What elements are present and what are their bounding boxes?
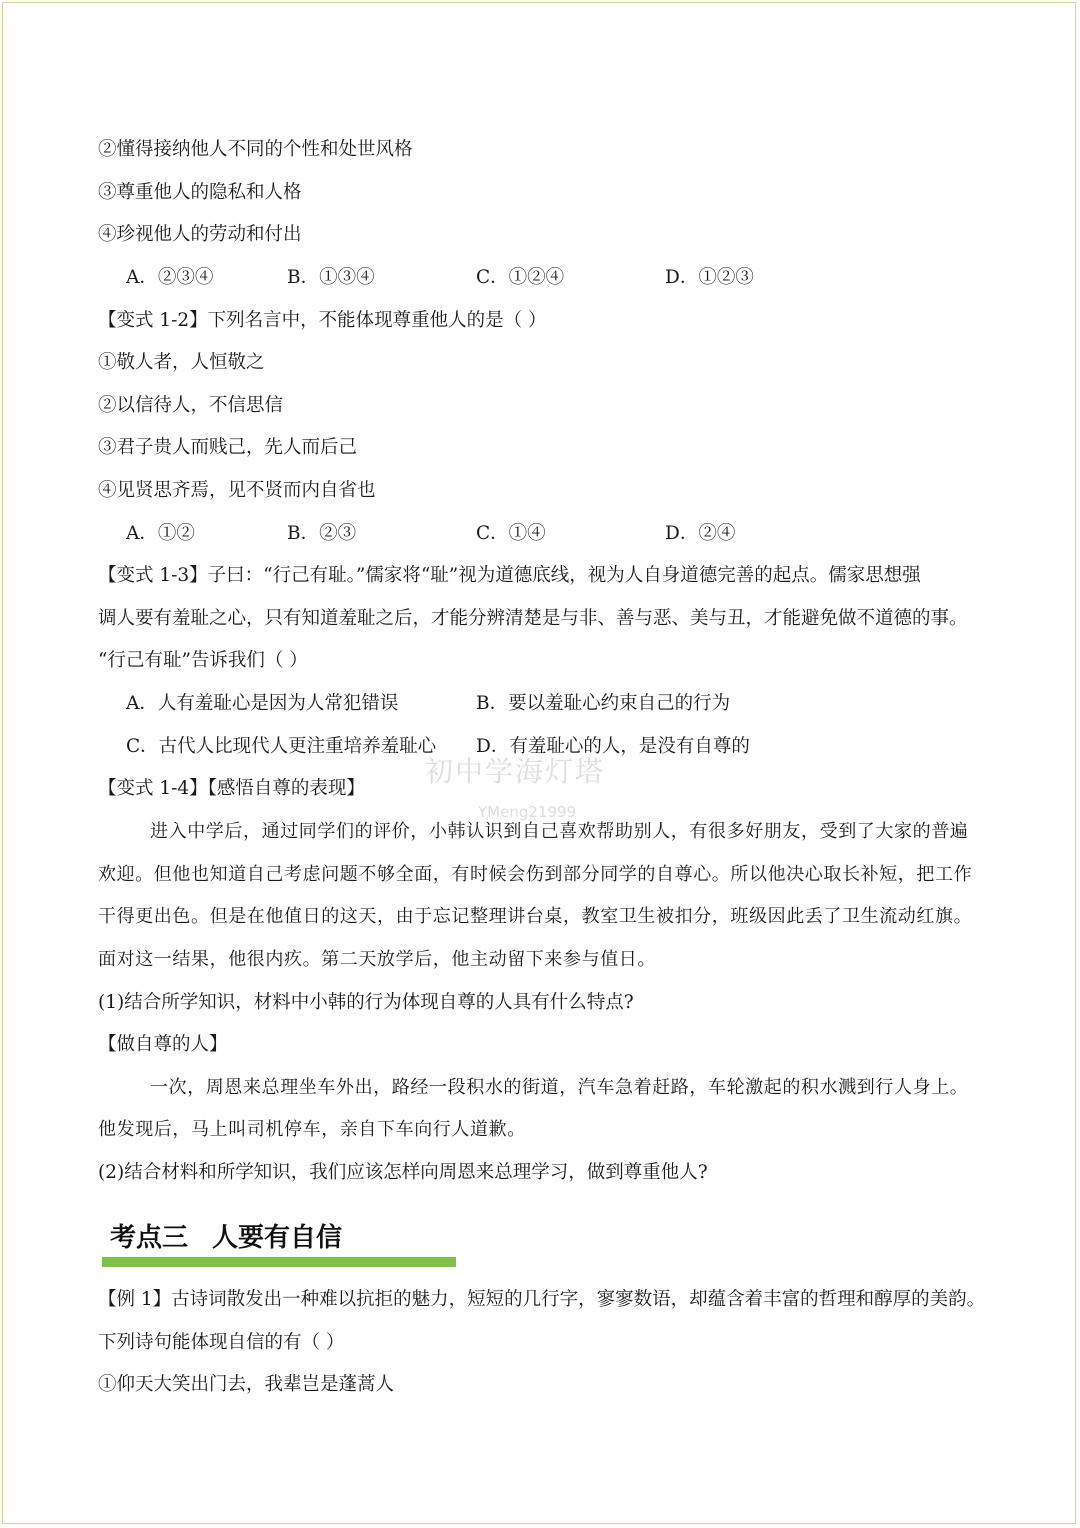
q2-item-1: ①敬人者，人恒敬之 bbox=[98, 352, 265, 373]
q2-option-a: A．①② bbox=[126, 523, 195, 544]
q3-stem-line-1: 【变式 1-3】子曰：“行己有耻。”儒家将“耻”视为道德底线，视为人自身道德完善的起点。儒家思想强 bbox=[98, 565, 921, 586]
ex1-stem-line-1: 【例 1】古诗词散发出一种难以抗拒的魅力，短短的几行字，寥寥数语，却蕴含着丰富的哲理和醇厚的美韵。 bbox=[98, 1289, 986, 1310]
q4-title: 【变式 1-4】【感悟自尊的表现】 bbox=[98, 778, 365, 799]
q3-option-d: D．有羞耻心的人，是没有自尊的 bbox=[476, 736, 750, 757]
section-title: 人要有自信 bbox=[212, 1223, 343, 1253]
section-underline bbox=[102, 1257, 456, 1267]
q1-option-c: C．①②④ bbox=[476, 267, 565, 288]
q3-option-a: A．人有羞耻心是因为人常犯错误 bbox=[126, 693, 399, 714]
q1-option-d: D．①②③ bbox=[665, 267, 754, 288]
section-heading bbox=[110, 1218, 342, 1258]
q1-item-2: ②懂得接纳他人不同的个性和处世风格 bbox=[98, 139, 413, 160]
q1-item-4: ④珍视他人的劳动和付出 bbox=[98, 224, 302, 245]
q3-option-b: B．要以羞耻心约束自己的行为 bbox=[476, 693, 731, 714]
q3-stem-line-2: 调人要有羞耻之心，只有知道羞耻之后，才能分辨清楚是与非、善与恶、美与丑，才能避免做不道德的事。 bbox=[98, 608, 968, 629]
q2-stem: 【变式 1-2】下列名言中，不能体现尊重他人的是（ ） bbox=[98, 310, 547, 331]
q2-item-3: ③君子贵人而贱己，先人而后己 bbox=[98, 437, 358, 458]
q3-option-c: C．古代人比现代人更注重培养羞耻心 bbox=[126, 736, 437, 757]
q2-item-4: ④见贤思齐焉，见不贤而内自省也 bbox=[98, 480, 376, 501]
q2-option-b: B．②③ bbox=[287, 523, 357, 544]
q4-passage-line-4: 面对这一结果，他很内疚。第二天放学后，他主动留下来参与值日。 bbox=[98, 949, 656, 970]
q4-passage-line-2: 欢迎。但他也知道自己考虑问题不够全面，有时候会伤到部分同学的自尊心。所以他决心取长补短，把工作 bbox=[98, 864, 973, 885]
q1-option-b: B．①③④ bbox=[287, 267, 375, 288]
q1-option-a: A．②③④ bbox=[126, 267, 214, 288]
q4-passage2-line-1: 一次，周恩来总理坐车外出，路经一段积水的街道，汽车急着赶路，车轮激起的积水溅到行人身上。 bbox=[150, 1077, 969, 1098]
ex1-stem-line-2: 下列诗句能体现自信的有（ ） bbox=[98, 1332, 345, 1353]
section-label: 考点三 bbox=[110, 1223, 189, 1253]
q4-question-2: (2)结合材料和所学知识，我们应该怎样向周恩来总理学习，做到尊重他人? bbox=[98, 1162, 708, 1183]
q4-passage2-line-2: 他发现后，马上叫司机停车，亲自下车向行人道歉。 bbox=[98, 1119, 526, 1140]
watermark-text: 初中学海灯塔 bbox=[425, 755, 606, 788]
q2-item-2: ②以信待人，不信思信 bbox=[98, 395, 284, 416]
ex1-item-1: ①仰天大笑出门去，我辈岂是蓬蒿人 bbox=[98, 1374, 395, 1395]
q4-passage-line-1: 进入中学后，通过同学们的评价，小韩认识到自己喜欢帮助别人，有很多好朋友，受到了大家的普遍 bbox=[150, 821, 969, 842]
q1-item-3: ③尊重他人的隐私和人格 bbox=[98, 182, 302, 203]
q2-option-c: C．①④ bbox=[476, 523, 546, 544]
q4-passage-line-3: 干得更出色。但是在他值日的这天，由于忘记整理讲台桌，教室卫生被扣分，班级因此丢了卫生流动红旗。 bbox=[98, 906, 973, 927]
watermark-id: YMeng21999 bbox=[478, 803, 577, 821]
q4-subtitle: 【做自尊的人】 bbox=[98, 1034, 228, 1055]
q3-stem-line-3: “行己有耻”告诉我们（ ） bbox=[98, 650, 308, 671]
q4-question-1: (1)结合所学知识，材料中小韩的行为体现自尊的人具有什么特点? bbox=[98, 992, 634, 1013]
q2-option-d: D．②④ bbox=[665, 523, 736, 544]
